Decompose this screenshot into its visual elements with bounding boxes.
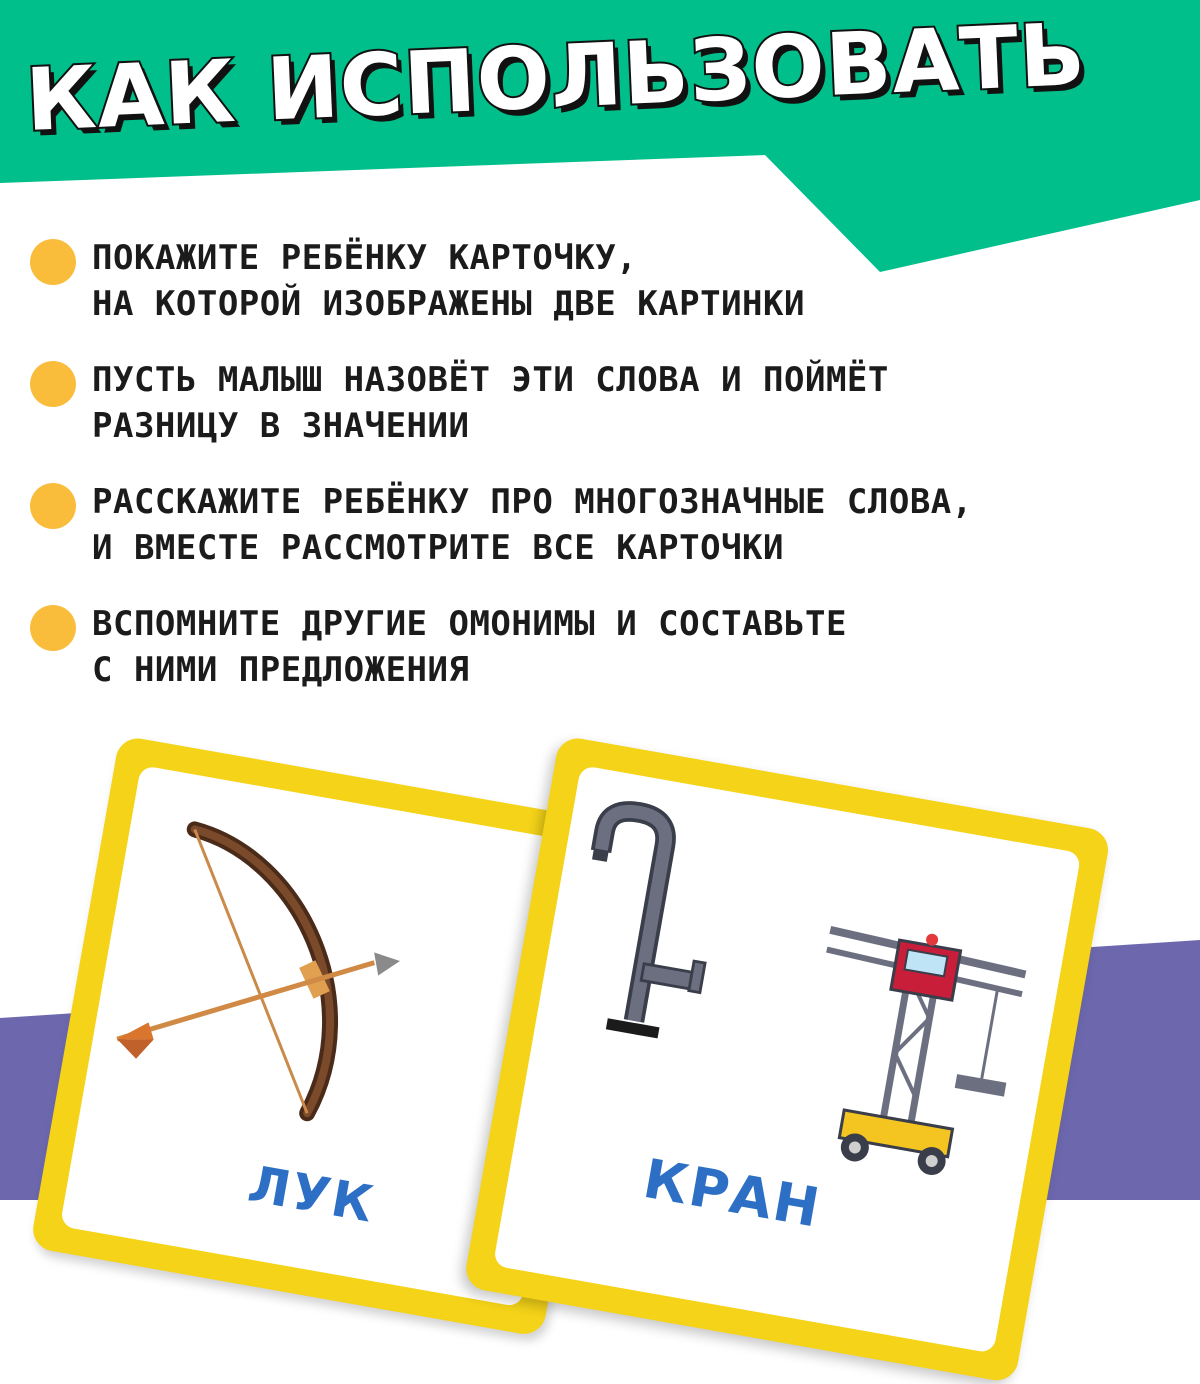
construction-crane-icon bbox=[780, 899, 1042, 1193]
instruction-step-4 bbox=[30, 601, 1180, 693]
instruction-text: ПУСТЬ МАЛЫШ НАЗОВЁТ ЭТИ СЛОВА И ПОЙМЁТ РАЗНИЦУ В ЗНАЧЕНИИ bbox=[92, 360, 889, 446]
instructions-list bbox=[30, 235, 1180, 723]
instruction-step-3 bbox=[30, 479, 1180, 571]
instruction-step-2 bbox=[30, 357, 1180, 449]
bullet-dot bbox=[30, 483, 76, 529]
instruction-step-1 bbox=[30, 235, 1180, 327]
bow-and-arrow-icon bbox=[89, 789, 437, 1137]
page-title: КАК ИСПОЛЬЗОВАТЬ bbox=[23, 4, 1088, 151]
bullet-dot bbox=[30, 605, 76, 651]
card-crane bbox=[463, 735, 1112, 1384]
instruction-text: РАССКАЖИТЕ РЕБЁНКУ ПРО МНОГОЗНАЧНЫЕ СЛОВА, И ВМЕСТЕ РАССМОТРИТЕ ВСЕ КАРТОЧКИ bbox=[92, 482, 973, 568]
card-word: ЛУК bbox=[244, 1154, 380, 1234]
bullet-dot bbox=[30, 239, 76, 285]
card-word: КРАН bbox=[638, 1146, 826, 1240]
instruction-text: ПОКАЖИТЕ РЕБЁНКУ КАРТОЧКУ, НА КОТОРОЙ ИЗОБРАЖЕНЫ ДВЕ КАРТИНКИ bbox=[92, 238, 805, 324]
bullet-dot bbox=[30, 361, 76, 407]
instruction-text: ВСПОМНИТЕ ДРУГИЕ ОМОНИМЫ И СОСТАВЬТЕ С НИМИ ПРЕДЛОЖЕНИЯ bbox=[92, 604, 847, 690]
